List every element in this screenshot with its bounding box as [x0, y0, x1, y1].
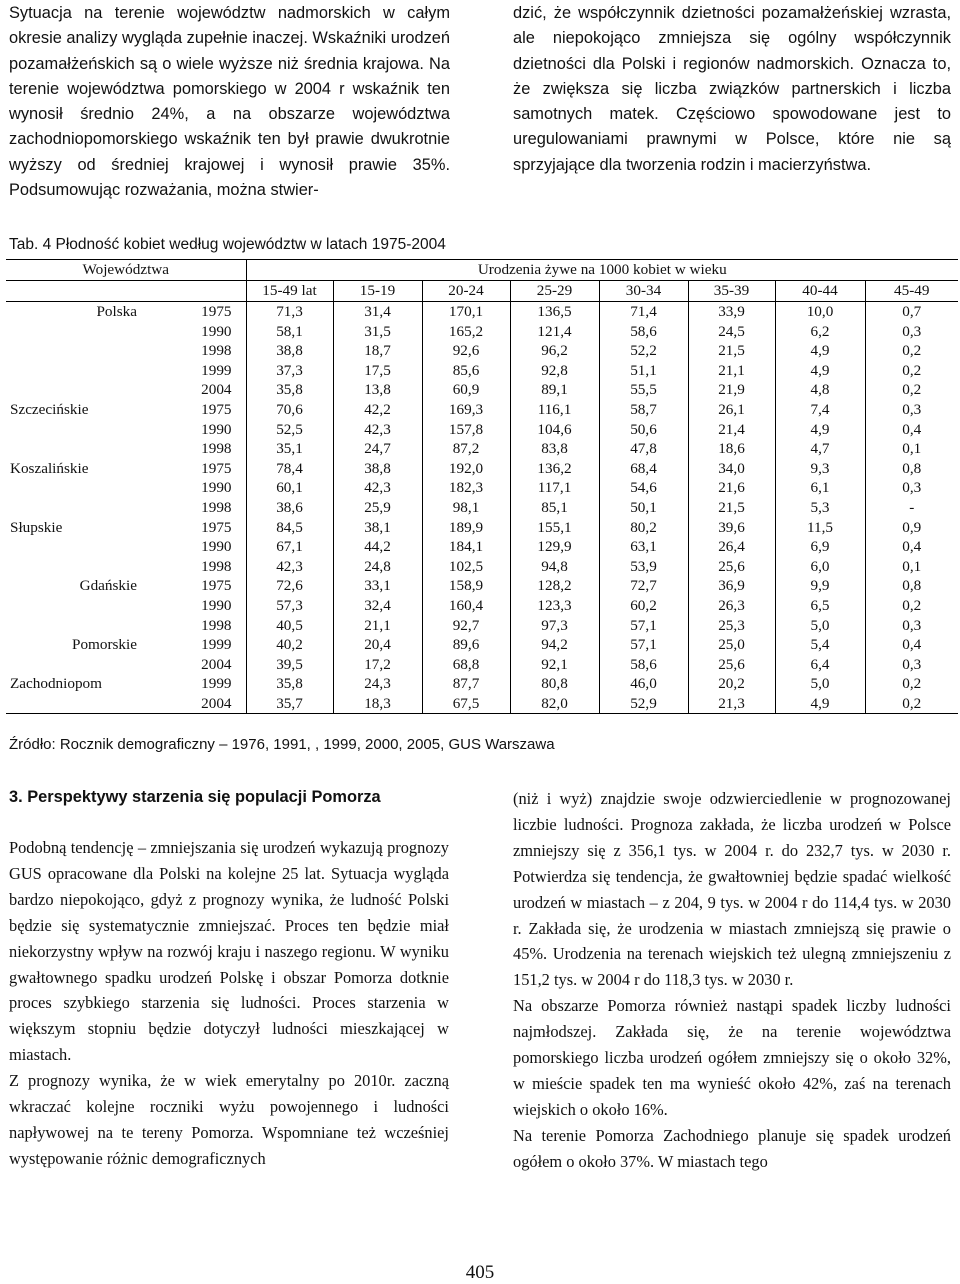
value-cell: 25,0	[688, 635, 775, 655]
table-row	[6, 537, 958, 557]
region-cell	[6, 439, 141, 459]
value-cell: 4,8	[775, 380, 865, 400]
header-region: Województwa	[6, 260, 246, 281]
column-header: 25-29	[510, 281, 599, 302]
value-cell: 52,9	[599, 694, 688, 714]
value-cell: 72,6	[246, 576, 333, 596]
value-cell: 92,7	[422, 616, 510, 636]
value-cell: 0,3	[865, 616, 958, 636]
value-cell: 104,6	[510, 420, 599, 440]
value-cell: 0,4	[865, 537, 958, 557]
value-cell: 169,3	[422, 400, 510, 420]
value-cell: 94,2	[510, 635, 599, 655]
value-cell: 55,5	[599, 380, 688, 400]
region-cell	[6, 478, 141, 498]
table-row	[6, 420, 958, 440]
region-cell: Polska	[96, 303, 137, 320]
year-cell: 2004	[201, 655, 232, 673]
value-cell: 24,5	[688, 322, 775, 342]
year-cell: 1999	[201, 361, 232, 379]
value-cell: 0,3	[865, 322, 958, 342]
value-cell: 67,5	[422, 694, 510, 714]
value-cell: 50,1	[599, 498, 688, 518]
year-cell: 1998	[201, 440, 232, 458]
table-header-row	[6, 260, 958, 281]
value-cell: 42,3	[333, 420, 422, 440]
value-cell: 21,1	[333, 616, 422, 636]
table-row	[6, 694, 958, 714]
value-cell: 58,7	[599, 400, 688, 420]
value-cell: 84,5	[246, 518, 333, 538]
value-cell: 192,0	[422, 459, 510, 479]
page-number: 405	[465, 1262, 495, 1283]
table-row	[6, 439, 958, 459]
table-row	[6, 498, 958, 518]
value-cell: 9,3	[775, 459, 865, 479]
value-cell: 129,9	[510, 537, 599, 557]
value-cell: 58,6	[599, 322, 688, 342]
value-cell: 18,3	[333, 694, 422, 714]
table-row	[6, 616, 958, 636]
value-cell: 21,5	[688, 341, 775, 361]
value-cell: 0,2	[865, 361, 958, 381]
value-cell: 40,2	[246, 635, 333, 655]
value-cell: 0,3	[865, 400, 958, 420]
table-row	[6, 655, 958, 675]
value-cell: 53,9	[599, 557, 688, 577]
value-cell: 6,5	[775, 596, 865, 616]
value-cell: 50,6	[599, 420, 688, 440]
value-cell: 72,7	[599, 576, 688, 596]
value-cell: 6,2	[775, 322, 865, 342]
value-cell: 92,6	[422, 341, 510, 361]
paragraph: (niż i wyż) znajdzie swoje odzwierciedlenie w prognozowanej liczbie ludności. Prognoza zakłada, że liczba urodzeń w Polsce zmniejszy się z 356,1 tys. w 2004 r. do 232,7 tys. w 2030 r. Potwierdza się tendencja, że gwałtowniej będzie spadać wielkość urodzeń w miastach – z 204, 9 tys. w 2004 r do 114,4 tys. w 2030 r. Zakłada się, że urodzenia w miastach zmniejszą się prawie o 45%. Urodzenia na terenach wiejskich też ulegną zmniejszeniu z 151,2 tys. w 2004 r do 118,3 tys. w 2030 r.	[513, 789, 951, 990]
value-cell: 31,5	[333, 322, 422, 342]
value-cell: 38,6	[246, 498, 333, 518]
value-cell: 89,1	[510, 380, 599, 400]
value-cell: 5,3	[775, 498, 865, 518]
value-cell: 102,5	[422, 557, 510, 577]
year-cell: 1975	[201, 577, 232, 595]
region-cell	[6, 537, 141, 557]
paragraph: Z prognozy wynika, że w wiek emerytalny po 2010r. zaczną wkraczać kolejne roczniki wyżu powojennego i ludności napływowej na te tereny Pomorza. Wspomniane też wcześniej występowanie różnic demograficznych	[9, 1071, 449, 1168]
value-cell: 26,4	[688, 537, 775, 557]
value-cell: 157,8	[422, 420, 510, 440]
value-cell: 5,0	[775, 616, 865, 636]
header-group: Urodzenia żywe na 1000 kobiet w wieku	[246, 260, 958, 281]
value-cell: 60,1	[246, 478, 333, 498]
value-cell: 47,8	[599, 439, 688, 459]
value-cell: 136,5	[510, 302, 599, 322]
year-cell: 2004	[141, 694, 246, 714]
region-cell	[6, 655, 141, 675]
value-cell: 5,0	[775, 674, 865, 694]
value-cell: 33,1	[333, 576, 422, 596]
value-cell: 160,4	[422, 596, 510, 616]
value-cell: 39,6	[688, 518, 775, 538]
value-cell: 39,5	[246, 655, 333, 675]
table-row	[6, 361, 958, 381]
value-cell: 96,2	[510, 341, 599, 361]
year-cell: 1998	[201, 342, 232, 360]
value-cell: 85,6	[422, 361, 510, 381]
value-cell: 32,4	[333, 596, 422, 616]
value-cell: 24,8	[333, 557, 422, 577]
year-cell: 1990	[201, 596, 232, 614]
value-cell: 25,3	[688, 616, 775, 636]
value-cell: 6,1	[775, 478, 865, 498]
year-cell: 1990	[201, 420, 232, 438]
table-caption: Tab. 4 Płodność kobiet według województw w latach 1975-2004	[9, 236, 446, 253]
value-cell: 31,4	[333, 302, 422, 322]
value-cell: 42,3	[246, 557, 333, 577]
value-cell: 17,2	[333, 655, 422, 675]
region-cell	[6, 322, 141, 342]
region-cell: Koszalińskie	[10, 459, 89, 477]
value-cell: 4,9	[775, 694, 865, 714]
value-cell: 51,1	[599, 361, 688, 381]
value-cell: 80,8	[510, 674, 599, 694]
value-cell: 40,5	[246, 616, 333, 636]
value-cell: 0,9	[865, 518, 958, 538]
value-cell: 17,5	[333, 361, 422, 381]
value-cell: 58,6	[599, 655, 688, 675]
value-cell: 116,1	[510, 400, 599, 420]
value-cell: 10,0	[775, 302, 865, 322]
intro-text-right-column	[513, 1, 951, 178]
value-cell: 70,6	[246, 400, 333, 420]
value-cell: 54,6	[599, 478, 688, 498]
value-cell: 68,4	[599, 459, 688, 479]
value-cell: 92,1	[510, 655, 599, 675]
paragraph: Na terenie Pomorza Zachodniego planuje się spadek urodzeń ogółem o około 37%. W miastach tego	[513, 1125, 951, 1171]
value-cell: 0,2	[865, 380, 958, 400]
value-cell: 46,0	[599, 674, 688, 694]
table-row	[6, 478, 958, 498]
value-cell: 21,6	[688, 478, 775, 498]
value-cell: 128,2	[510, 576, 599, 596]
header-spacer	[6, 281, 246, 302]
table-row	[6, 635, 958, 655]
value-cell: 21,4	[688, 420, 775, 440]
year-cell: 1990	[201, 479, 232, 497]
value-cell: 25,9	[333, 498, 422, 518]
value-cell: 158,9	[422, 576, 510, 596]
value-cell: 123,3	[510, 596, 599, 616]
value-cell: 4,9	[775, 341, 865, 361]
table-row	[6, 557, 958, 577]
value-cell: 4,7	[775, 439, 865, 459]
value-cell: 94,8	[510, 557, 599, 577]
value-cell: 35,8	[246, 380, 333, 400]
column-header: 15-19	[333, 281, 422, 302]
value-cell: 6,4	[775, 655, 865, 675]
value-cell: 7,4	[775, 400, 865, 420]
value-cell: 155,1	[510, 518, 599, 538]
value-cell: 60,9	[422, 380, 510, 400]
value-cell: 21,3	[688, 694, 775, 714]
value-cell: 33,9	[688, 302, 775, 322]
table-row	[6, 674, 958, 694]
value-cell: 42,2	[333, 400, 422, 420]
value-cell: 136,2	[510, 459, 599, 479]
value-cell: 4,9	[775, 361, 865, 381]
value-cell: 87,2	[422, 439, 510, 459]
table-row	[6, 459, 958, 479]
year-cell: 1975	[201, 400, 232, 418]
value-cell: 42,3	[333, 478, 422, 498]
year-cell: 1999	[201, 675, 232, 693]
value-cell: 21,9	[688, 380, 775, 400]
paragraph: Sytuacja na terenie województw nadmorskich w całym okresie analizy wygląda zupełnie inaczej. Wskaźniki urodzeń pozamałżeńskich są o wiele wyższe niż średnia krajowa. Na terenie województwa pomorskiego w 2004 r wskaźnik ten wynosił średnio 24%, a na obszarze województwa zachodniopomorskiego wskaźnik ten był prawie dwukrotnie wyższy od średniej krajowej i wynosił prawie 35%. Podsumowując rozważania, można stwier-	[9, 4, 450, 200]
year-cell: 1999	[201, 636, 232, 654]
value-cell: 89,6	[422, 635, 510, 655]
region-cell	[6, 498, 141, 518]
value-cell: 21,1	[688, 361, 775, 381]
value-cell: 21,5	[688, 498, 775, 518]
table-row	[6, 400, 958, 420]
paragraph: dzić, że współczynnik dzietności pozamałżeńskiej wzrasta, ale niepokojąco zmniejsza się ogólny współczynnik dzietności dla Polski i regionów nadmorskich. Oznacza to, że zwiększa się liczba związków partnerskich i liczba samotnych matek. Częściowo spowodowane jest to uregulowaniami prawnymi w Polsce, które nie są sprzyjające dla tworzenia rodzin i macierzyństwa.	[513, 4, 951, 174]
region-cell	[6, 420, 141, 440]
value-cell: 38,8	[246, 341, 333, 361]
year-cell: 2004	[201, 381, 232, 399]
value-cell: 18,6	[688, 439, 775, 459]
value-cell: 20,2	[688, 674, 775, 694]
value-cell: 52,5	[246, 420, 333, 440]
year-cell: 1998	[201, 498, 232, 516]
value-cell: 35,7	[246, 694, 333, 714]
value-cell: 37,3	[246, 361, 333, 381]
value-cell: 182,3	[422, 478, 510, 498]
column-header: 20-24	[422, 281, 510, 302]
value-cell: 52,2	[599, 341, 688, 361]
value-cell: 38,8	[333, 459, 422, 479]
region-cell: Gdańskie	[79, 577, 137, 595]
value-cell: 35,8	[246, 674, 333, 694]
value-cell: 44,2	[333, 537, 422, 557]
value-cell: 63,1	[599, 537, 688, 557]
value-cell: 34,0	[688, 459, 775, 479]
column-header-row	[6, 281, 958, 302]
value-cell: 0,4	[865, 420, 958, 440]
value-cell: -	[865, 498, 958, 518]
value-cell: 0,1	[865, 557, 958, 577]
value-cell: 0,4	[865, 635, 958, 655]
column-header: 15-49 lat	[246, 281, 333, 302]
value-cell: 36,9	[688, 576, 775, 596]
section-title: 3. Perspektywy starzenia się populacji Pomorza	[9, 788, 381, 806]
value-cell: 57,3	[246, 596, 333, 616]
value-cell: 9,9	[775, 576, 865, 596]
value-cell: 0,2	[865, 694, 958, 714]
table-source: Źródło: Rocznik demograficzny – 1976, 1991, , 1999, 2000, 2005, GUS Warszawa	[9, 736, 555, 753]
intro-text-left-column	[9, 1, 450, 203]
table-row	[6, 596, 958, 616]
value-cell: 165,2	[422, 322, 510, 342]
value-cell: 57,1	[599, 616, 688, 636]
value-cell: 24,7	[333, 439, 422, 459]
value-cell: 0,8	[865, 576, 958, 596]
value-cell: 25,6	[688, 557, 775, 577]
value-cell: 71,3	[246, 302, 333, 322]
table-row	[6, 322, 958, 342]
fertility-table	[6, 259, 958, 714]
value-cell: 11,5	[775, 518, 865, 538]
value-cell: 57,1	[599, 635, 688, 655]
value-cell: 87,7	[422, 674, 510, 694]
year-cell: 1975	[201, 459, 232, 477]
value-cell: 92,8	[510, 361, 599, 381]
table-row	[6, 576, 958, 596]
region-cell	[6, 616, 141, 636]
value-cell: 82,0	[510, 694, 599, 714]
column-header: 40-44	[775, 281, 865, 302]
region-cell	[6, 557, 141, 577]
value-cell: 58,1	[246, 322, 333, 342]
value-cell: 18,7	[333, 341, 422, 361]
table-row	[6, 341, 958, 361]
value-cell: 170,1	[422, 302, 510, 322]
value-cell: 5,4	[775, 635, 865, 655]
column-header: 35-39	[688, 281, 775, 302]
region-cell	[6, 596, 141, 616]
value-cell: 71,4	[599, 302, 688, 322]
value-cell: 6,0	[775, 557, 865, 577]
value-cell: 80,2	[599, 518, 688, 538]
value-cell: 0,2	[865, 341, 958, 361]
value-cell: 4,9	[775, 420, 865, 440]
paragraph: Podobną tendencję – zmniejszania się urodzeń wykazują prognozy GUS opracowane dla Polski na kolejne 25 lat. Sytuacja wygląda bardzo niepokojąco, gdyż z prognozy wynika, że ludność Polski będzie się systematycznie zmniejszać. Proces ten będzie miał niekorzystny wpływ na rozwój kraju i naszego regionu. W wyniku gwałtownego spadku urodzeń Polskę i obszar Pomorza dotknie proces szybkiego starzenia się ludności. Proces starzenia w większym stopniu będzie dotyczył ludności mieszkającej w miastach.	[9, 838, 449, 1065]
value-cell: 0,2	[865, 596, 958, 616]
value-cell: 83,8	[510, 439, 599, 459]
region-cell	[6, 341, 141, 361]
body-text-left-column	[9, 835, 449, 1172]
value-cell: 85,1	[510, 498, 599, 518]
value-cell: 20,4	[333, 635, 422, 655]
value-cell: 35,1	[246, 439, 333, 459]
region-cell: Pomorskie	[72, 636, 137, 654]
region-cell	[6, 380, 141, 400]
value-cell: 68,8	[422, 655, 510, 675]
region-cell: Szczecińskie	[10, 400, 89, 418]
value-cell: 13,8	[333, 380, 422, 400]
table-row	[6, 302, 958, 322]
year-cell: 1990	[201, 538, 232, 556]
region-cell	[6, 694, 141, 714]
value-cell: 0,3	[865, 655, 958, 675]
value-cell: 98,1	[422, 498, 510, 518]
table-row	[6, 518, 958, 538]
value-cell: 26,1	[688, 400, 775, 420]
region-cell: Zachodniopom	[10, 675, 102, 693]
value-cell: 117,1	[510, 478, 599, 498]
value-cell: 25,6	[688, 655, 775, 675]
year-cell: 1975	[201, 518, 232, 536]
paragraph: Na obszarze Pomorza również nastąpi spadek liczby ludności najmłodszej. Zakłada się, że na terenie województwa pomorskiego liczba urodzeń ogółem zmniejszy się o około 32%, w mieście spadek ten ma wynieść około 42%, zaś na terenach wiejskich o około 16%.	[513, 996, 951, 1119]
region-cell	[6, 361, 141, 381]
value-cell: 60,2	[599, 596, 688, 616]
year-cell: 1998	[201, 557, 232, 575]
value-cell: 97,3	[510, 616, 599, 636]
value-cell: 26,3	[688, 596, 775, 616]
value-cell: 121,4	[510, 322, 599, 342]
value-cell: 24,3	[333, 674, 422, 694]
value-cell: 38,1	[333, 518, 422, 538]
table-row	[6, 380, 958, 400]
value-cell: 6,9	[775, 537, 865, 557]
value-cell: 184,1	[422, 537, 510, 557]
body-text-right-column	[513, 786, 951, 1175]
value-cell: 189,9	[422, 518, 510, 538]
column-header: 30-34	[599, 281, 688, 302]
year-cell: 1998	[201, 616, 232, 634]
year-cell: 1975	[201, 303, 232, 320]
year-cell: 1990	[201, 322, 232, 340]
value-cell: 0,3	[865, 478, 958, 498]
value-cell: 0,8	[865, 459, 958, 479]
region-cell: Słupskie	[10, 518, 63, 536]
value-cell: 67,1	[246, 537, 333, 557]
value-cell: 0,7	[865, 302, 958, 322]
value-cell: 78,4	[246, 459, 333, 479]
column-header: 45-49	[865, 281, 958, 302]
value-cell: 0,1	[865, 439, 958, 459]
value-cell: 0,2	[865, 674, 958, 694]
